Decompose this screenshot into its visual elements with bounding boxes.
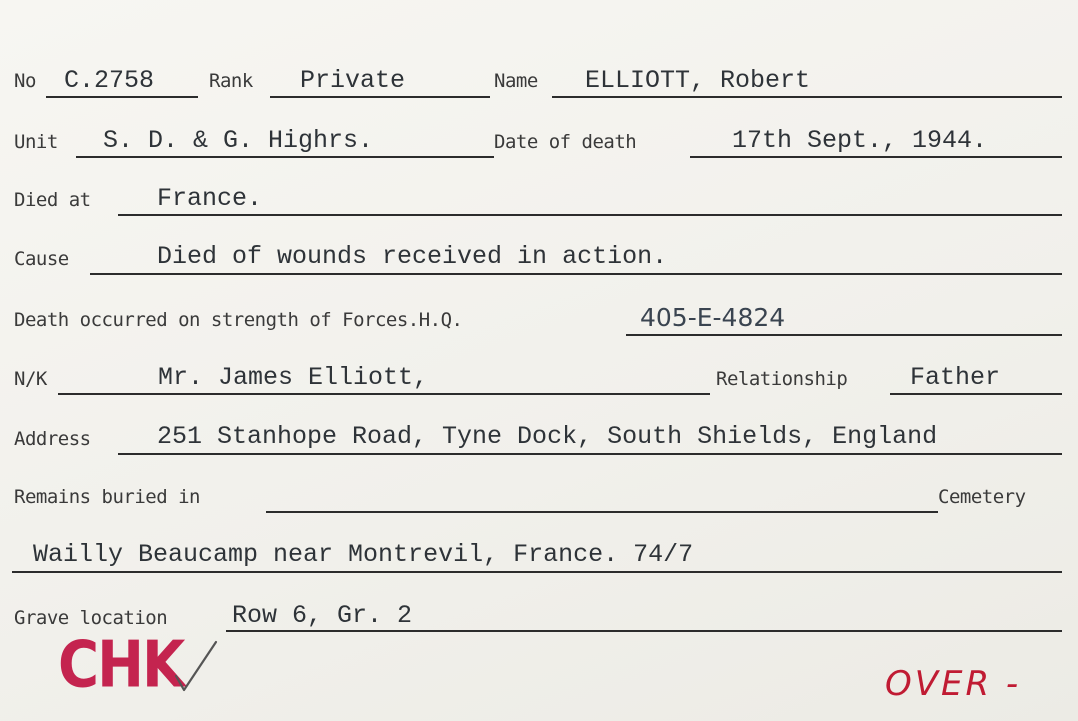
no-underline: [46, 96, 198, 98]
name-label: Name: [494, 70, 538, 92]
strength-value: 405-E-4824: [640, 303, 786, 332]
name-underline: [552, 96, 1062, 98]
grave-location-label: Grave location: [14, 607, 168, 629]
cause-value: Died of wounds received in action.: [157, 242, 668, 271]
date-of-death-label: Date of death: [494, 131, 637, 153]
address-value: 251 Stanhope Road, Tyne Dock, South Shields, England: [157, 422, 938, 451]
strength-label: Death occurred on strength of Forces.H.Q.: [14, 309, 463, 331]
date-of-death-underline: [690, 156, 1062, 158]
unit-value: S. D. & G. Highrs.: [103, 126, 374, 155]
rank-value: Private: [300, 66, 406, 95]
died-at-label: Died at: [14, 189, 91, 211]
no-label: No: [14, 70, 36, 92]
no-value: C.2758: [64, 66, 155, 95]
unit-underline: [76, 156, 494, 158]
next-of-kin-value: Mr. James Elliott,: [158, 363, 429, 392]
strength-underline: [626, 334, 1062, 336]
next-of-kin-underline: [58, 393, 710, 395]
chk-stamp: CHK: [58, 628, 184, 703]
address-underline: [118, 453, 1062, 455]
date-of-death-value: 17th Sept., 1944.: [732, 126, 988, 155]
rank-label: Rank: [209, 70, 253, 92]
relationship-label: Relationship: [716, 368, 848, 390]
relationship-value: Father: [910, 363, 1001, 392]
cemetery-value: Wailly Beaucamp near Montrevil, France. 74/7: [33, 540, 694, 569]
over-note: OVER -: [885, 664, 1022, 704]
died-at-value: France.: [157, 184, 263, 213]
cemetery-label: Cemetery: [938, 486, 1026, 508]
unit-label: Unit: [14, 131, 58, 153]
died-at-underline: [118, 214, 1062, 216]
grave-location-underline: [226, 630, 1062, 632]
rank-underline: [270, 96, 490, 98]
remains-buried-label: Remains buried in: [14, 486, 200, 508]
grave-location-value: Row 6, Gr. 2: [232, 601, 413, 630]
cemetery-underline: [12, 571, 1062, 573]
cause-underline: [90, 273, 1062, 275]
address-label: Address: [14, 428, 91, 450]
relationship-underline: [890, 393, 1062, 395]
next-of-kin-label: N/K: [14, 368, 47, 390]
cause-label: Cause: [14, 248, 69, 270]
name-value: ELLIOTT, Robert: [585, 66, 811, 95]
address-clip: [157, 422, 1078, 456]
remains-underline: [266, 511, 938, 513]
check-mark-icon: [172, 638, 222, 694]
